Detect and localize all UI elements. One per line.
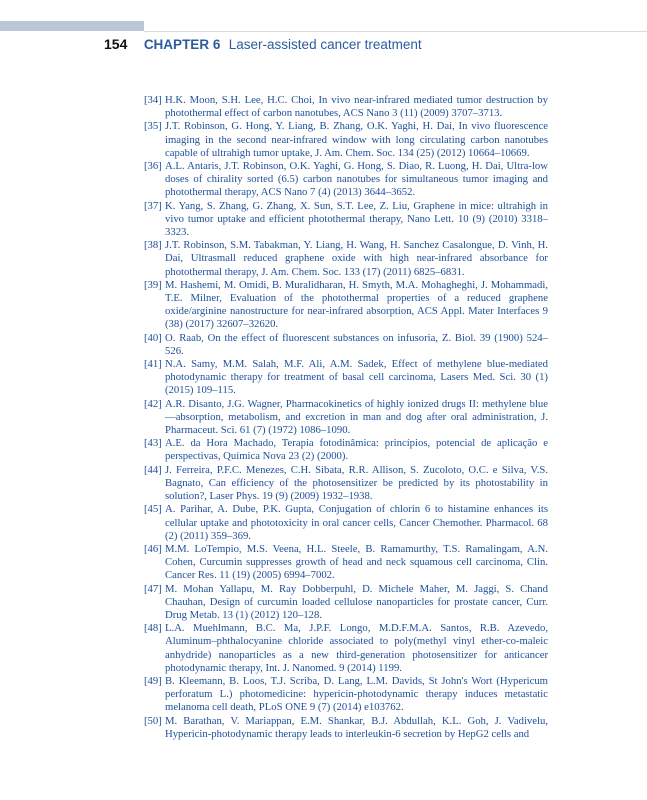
reference-number: [44] xyxy=(144,463,162,476)
reference-item xyxy=(144,675,548,715)
reference-item xyxy=(144,583,548,623)
reference-number: [50] xyxy=(144,714,162,727)
reference-text: M.M. LoTempio, M.S. Veena, H.L. Steele, B. Ramamurthy, T.S. Ramalingam, A.N. Cohen, Curcumin suppresses growth of head and neck squamous cell carcinoma, Clin. Cancer Res. 11 (19) (2005) 6994–7002. xyxy=(165,542,548,582)
reference-text: L.A. Muehlmann, B.C. Ma, J.P.F. Longo, M.D.F.M.A. Santos, R.B. Azevedo, Aluminum–phthalocyanine chloride associated to poly(methyl vinyl ether-co-maleic anhydride) nanoparticles as a new third-generation photosensitizer for anticancer photodynamic therapy, Int. J. Nanomed. 9 (2014) 1199. xyxy=(165,622,548,674)
reference-text: A. Parihar, A. Dube, P.K. Gupta, Conjugation of chlorin 6 to histamine enhances its cellular uptake and phototoxicity in oral cancer cells, Cancer Chemother. Pharmacol. 68 (2) (2011) 359–369. xyxy=(165,503,548,542)
reference-text: A.R. Disanto, J.G. Wagner, Pharmacokinetics of highly ionized drugs II: methylene blue—absorption, metabolism, and excretion in man and dog after oral administration, J. Pharmaceut. Sci. 61 (7) (1972) 1086–1090. xyxy=(165,397,548,437)
reference-number: [49] xyxy=(144,674,162,687)
reference-number: [39] xyxy=(144,278,162,291)
chapter-label: CHAPTER 6 xyxy=(143,37,221,52)
reference-item xyxy=(144,160,548,200)
reference-item xyxy=(144,94,548,120)
reference-text: J.T. Robinson, S.M. Tabakman, Y. Liang, H. Wang, H. Sanchez Casalongue, D. Vinh, H. Dai, Ultrasmall reduced graphene oxide with high near-infrared absorbance for photothermal therapy, J. Am. Chem. Soc. 133 (17) (2011) 6825–6831. xyxy=(165,239,548,278)
reference-text: M. Mohan Yallapu, M. Ray Dobberpuhl, D. Michele Maher, M. Jaggi, S. Chand Chauhan, Design of curcumin loaded cellulose nanoparticles for prostate cancer, Curr. Drug Metab. 13 (1) (2012) 120–128. xyxy=(165,582,548,621)
reference-item xyxy=(144,332,548,358)
reference-number: [37] xyxy=(144,199,162,212)
header-accent-bar xyxy=(0,21,144,31)
reference-number: [34] xyxy=(144,94,162,106)
running-header xyxy=(104,36,422,56)
reference-text: J. Ferreira, P.F.C. Menezes, C.H. Sibata, R.R. Allison, S. Zucoloto, O.C. e Silva, V.S. Bagnato, Can efficiency of the photosensitizer be predicted by its photostability in solution?, Laser Phys. 19 (9) (2009) 1932–1938. xyxy=(165,463,548,503)
reference-text: B. Kleemann, B. Loos, T.J. Scriba, D. Lang, L.M. Davids, St John's Wort (Hypericum perforatum L.) photomedicine: hypericin-photodynamic therapy induces metastatic melanoma cell death, PLoS ONE 9 (7) (2014) e103762. xyxy=(165,674,548,714)
chapter-title: Laser-assisted cancer treatment xyxy=(228,37,422,52)
reference-item xyxy=(144,622,548,675)
reference-item xyxy=(144,120,548,160)
reference-number: [38] xyxy=(144,239,162,252)
reference-text: M. Hashemi, M. Omidi, B. Muralidharan, H. Smyth, M.A. Mohagheghi, J. Mohammadi, T.E. Milner, Evaluation of the photothermal properties of a reduced graphene oxide/arginine nanostructure for near-infrared absorption, ACS Appl. Mater Interfaces 9 (38) (2017) 32607–32620. xyxy=(165,278,548,331)
reference-text: M. Barathan, V. Mariappan, E.M. Shankar, B.J. Abdullah, K.L. Goh, J. Vadivelu, Hypericin-photodynamic therapy leads to interleukin-6 secretion by HepG2 cells and xyxy=(165,714,548,740)
page-number: 154 xyxy=(104,36,128,52)
reference-item xyxy=(144,239,548,279)
reference-text: A.E. da Hora Machado, Terapia fotodinâmica: princípios, potencial de aplicação e perspectivas, Química Nova 23 (2) (2000). xyxy=(165,437,548,463)
reference-item xyxy=(144,437,548,463)
reference-item xyxy=(144,543,548,583)
reference-item xyxy=(144,715,548,741)
reference-item xyxy=(144,358,548,398)
reference-text: O. Raab, On the effect of fluorescent substances on infusoria, Z. Biol. 39 (1900) 524–526. xyxy=(165,331,548,357)
reference-number: [42] xyxy=(144,397,162,410)
reference-text: A.L. Antaris, J.T. Robinson, O.K. Yaghi, G. Hong, S. Diao, R. Luong, H. Dai, Ultra-low doses of chirality sorted (6.5) carbon nanotubes for simultaneous tumor imaging and photothermal therapy, ACS Nano 7 (4) (2013) 3644–3652. xyxy=(165,160,548,199)
reference-number: [36] xyxy=(144,160,162,173)
reference-item xyxy=(144,503,548,543)
reference-number: [48] xyxy=(144,622,162,635)
reference-number: [41] xyxy=(144,358,162,371)
reference-item xyxy=(144,398,548,438)
reference-item xyxy=(144,464,548,504)
reference-item xyxy=(144,200,548,240)
reference-number: [47] xyxy=(144,582,162,595)
reference-number: [45] xyxy=(144,503,162,516)
reference-list xyxy=(144,94,548,741)
reference-text: H.K. Moon, S.H. Lee, H.C. Choi, In vivo near-infrared mediated tumor destruction by photothermal effect of carbon nanotubes, ACS Nano 3 (11) (2009) 3707–3713. xyxy=(165,94,548,120)
header-rule xyxy=(144,31,647,32)
reference-text: J.T. Robinson, G. Hong, Y. Liang, B. Zhang, O.K. Yaghi, H. Dai, In vivo fluorescence imaging in the second near-infrared window with long circulating carbon nanotubes capable of ultrahigh tumor uptake, J. Am. Chem. Soc. 134 (25) (2012) 10664–10669. xyxy=(165,120,548,159)
reference-number: [35] xyxy=(144,120,162,133)
reference-item xyxy=(144,279,548,332)
reference-text: K. Yang, S. Zhang, G. Zhang, X. Sun, S.T. Lee, Z. Liu, Graphene in mice: ultrahigh in vivo tumor uptake and efficient photothermal therapy, Nano Lett. 10 (9) (2010) 3318–3323. xyxy=(165,199,548,239)
reference-text: N.A. Samy, M.M. Salah, M.F. Ali, A.M. Sadek, Effect of methylene blue-mediated photodynamic therapy for treatment of basal cell carcinoma, Lasers Med. Sci. 30 (1) (2015) 109–115. xyxy=(165,358,548,397)
reference-number: [43] xyxy=(144,437,162,450)
reference-number: [40] xyxy=(144,331,162,344)
reference-number: [46] xyxy=(144,542,162,555)
